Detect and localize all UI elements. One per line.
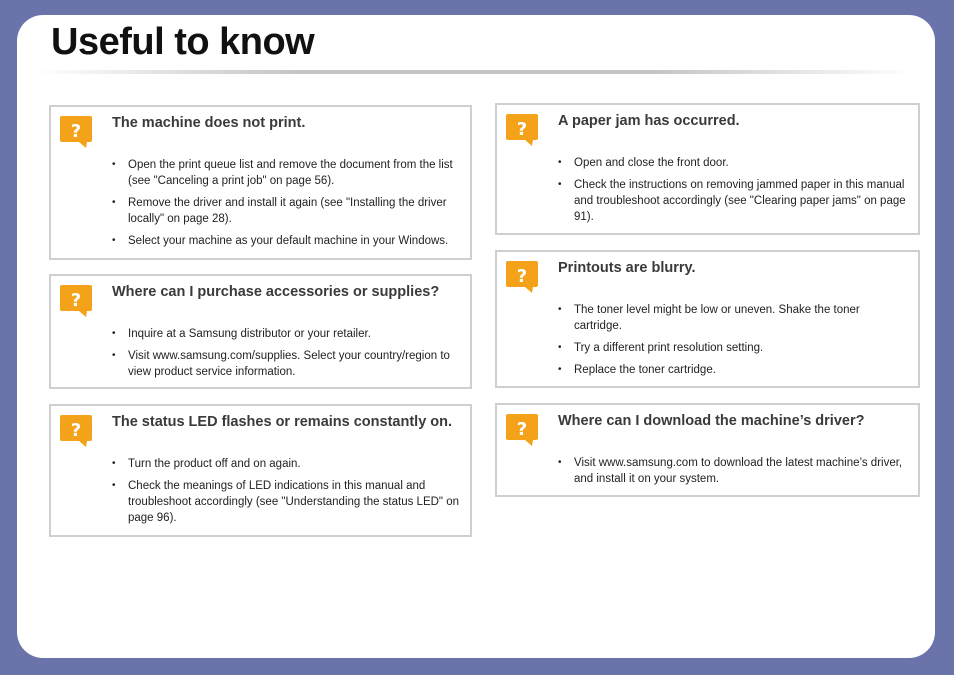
list-item: • Replace the toner cartridge. bbox=[558, 362, 910, 378]
list-item: • Open and close the front door. bbox=[558, 155, 910, 171]
card-title: A paper jam has occurred. bbox=[558, 113, 740, 129]
list-item: • Open the print queue list and remove the document from the list (see "Canceling a print job" on page 56). bbox=[112, 157, 462, 189]
title-divider bbox=[35, 70, 915, 74]
question-icon bbox=[505, 260, 539, 294]
list-item: • Remove the driver and install it again (see "Installing the driver locally" on page 28). bbox=[112, 195, 462, 227]
svg-text:?: ? bbox=[70, 290, 82, 311]
list-item: • Try a different print resolution setting. bbox=[558, 340, 910, 356]
card-title: Where can I download the machine’s driver? bbox=[558, 413, 865, 429]
list-item: • Visit www.samsung.com/supplies. Select your country/region to view product service information. bbox=[112, 348, 462, 380]
list-item: • Check the instructions on removing jammed paper in this manual and troubleshoot accordingly (see "Clearing paper jams" on page 91). bbox=[558, 177, 910, 225]
bullet-list bbox=[112, 326, 462, 386]
bullet-list bbox=[558, 455, 910, 493]
svg-text:?: ? bbox=[516, 266, 528, 287]
svg-text:?: ? bbox=[70, 420, 82, 441]
bullet-list bbox=[112, 157, 462, 255]
card-download-driver bbox=[495, 403, 920, 497]
list-item: • Visit www.samsung.com to download the latest machine’s driver, and install it on your system. bbox=[558, 455, 910, 487]
list-item: • Inquire at a Samsung distributor or your retailer. bbox=[112, 326, 462, 342]
card-status-led bbox=[49, 404, 472, 537]
question-icon bbox=[59, 284, 93, 318]
card-title: The machine does not print. bbox=[112, 115, 306, 131]
card-title: The status LED flashes or remains constantly on. bbox=[112, 414, 453, 430]
card-title: Where can I purchase accessories or supplies? bbox=[112, 284, 440, 300]
svg-text:?: ? bbox=[516, 119, 528, 140]
card-printouts-blurry bbox=[495, 250, 920, 388]
question-icon bbox=[59, 115, 93, 149]
card-title: Printouts are blurry. bbox=[558, 260, 696, 276]
bullet-list bbox=[558, 155, 910, 231]
question-icon bbox=[59, 414, 93, 448]
list-item: • Check the meanings of LED indications in this manual and troubleshoot accordingly (see "Understanding the status LED" on page 96). bbox=[112, 478, 462, 526]
card-purchase-accessories bbox=[49, 274, 472, 389]
svg-text:?: ? bbox=[516, 419, 528, 440]
svg-text:?: ? bbox=[70, 121, 82, 142]
list-item: • The toner level might be low or uneven. Shake the toner cartridge. bbox=[558, 302, 910, 334]
card-machine-does-not-print bbox=[49, 105, 472, 260]
list-item: • Turn the product off and on again. bbox=[112, 456, 462, 472]
card-paper-jam bbox=[495, 103, 920, 235]
bullet-list bbox=[112, 456, 462, 532]
bullet-list bbox=[558, 302, 910, 384]
question-icon bbox=[505, 413, 539, 447]
list-item: • Select your machine as your default machine in your Windows. bbox=[112, 233, 462, 249]
page-title: Useful to know bbox=[51, 21, 315, 63]
question-icon bbox=[505, 113, 539, 147]
